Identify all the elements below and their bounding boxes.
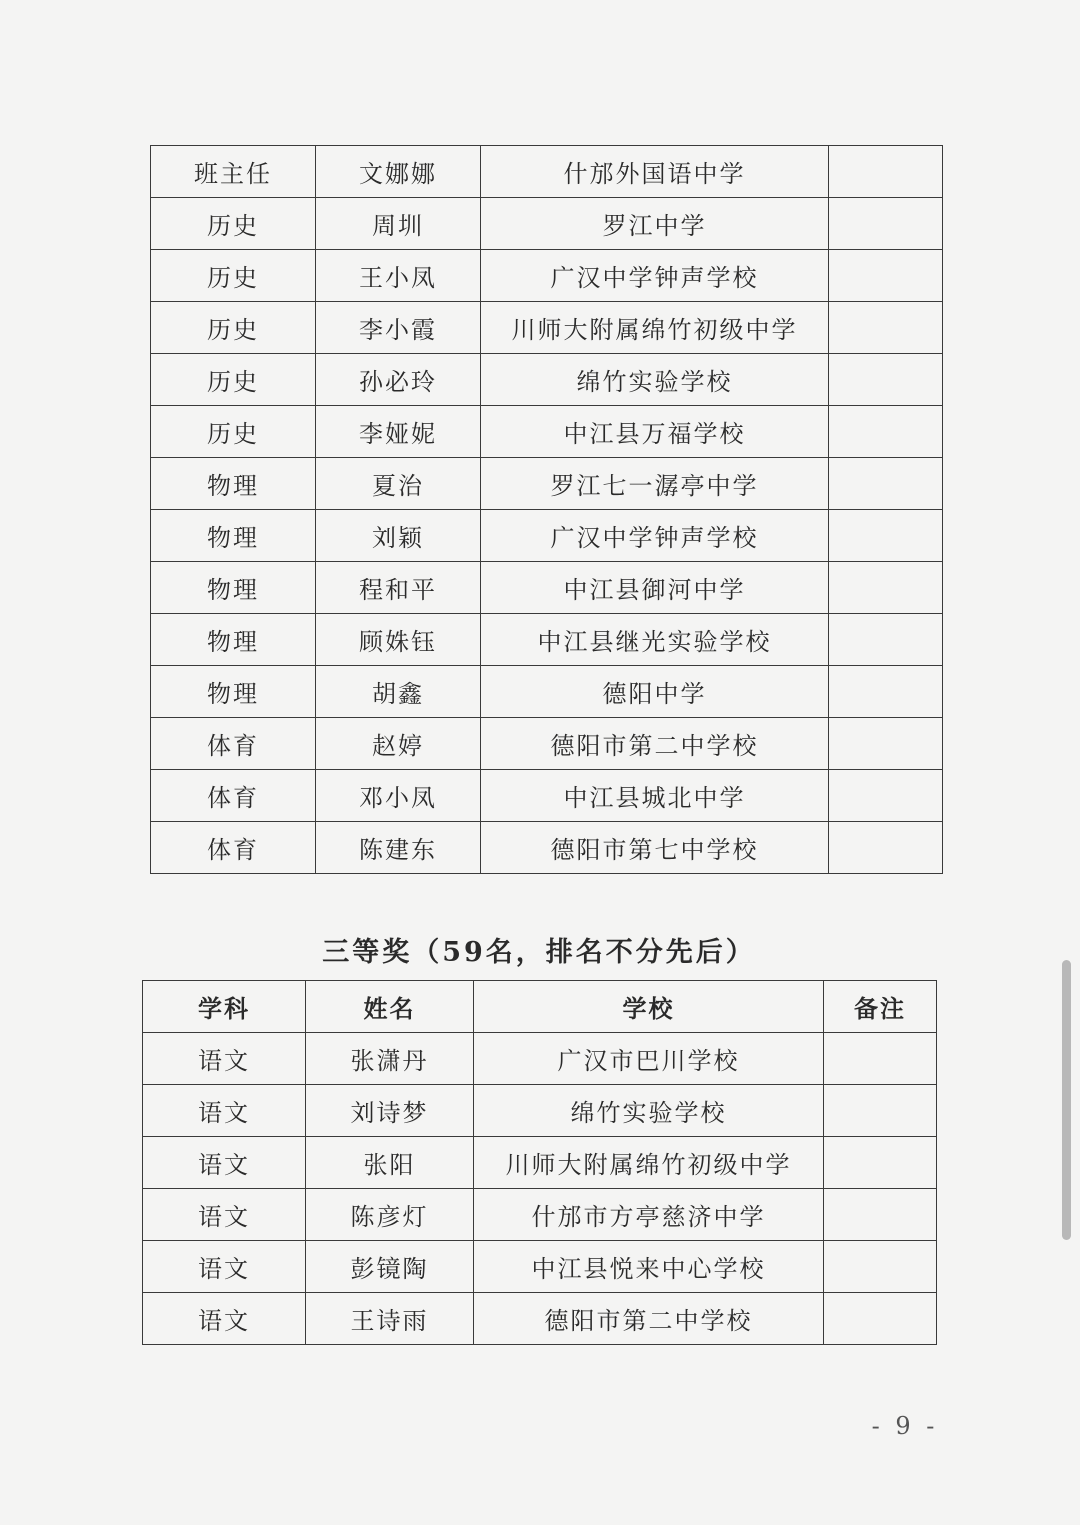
header-name: 姓名 <box>306 981 474 1033</box>
cell-remarks <box>829 822 943 874</box>
cell-name: 刘颖 <box>316 510 481 562</box>
cell-remarks <box>829 458 943 510</box>
cell-subject: 语文 <box>143 1189 306 1241</box>
cell-name: 程和平 <box>316 562 481 614</box>
cell-subject: 历史 <box>151 198 316 250</box>
third-prize-table-header <box>143 981 937 1033</box>
cell-subject: 物理 <box>151 458 316 510</box>
cell-school: 中江县悦来中心学校 <box>474 1241 824 1293</box>
scrollbar-thumb[interactable] <box>1062 960 1071 1240</box>
cell-school: 广汉中学钟声学校 <box>481 510 829 562</box>
cell-school: 德阳市第七中学校 <box>481 822 829 874</box>
page-number: - 9 - <box>871 1412 939 1440</box>
cell-subject: 语文 <box>143 1137 306 1189</box>
table-row <box>151 614 943 666</box>
cell-subject: 历史 <box>151 406 316 458</box>
cell-remarks <box>829 562 943 614</box>
cell-name: 张阳 <box>306 1137 474 1189</box>
table-row <box>151 770 943 822</box>
table-row <box>151 822 943 874</box>
cell-school: 绵竹实验学校 <box>481 354 829 406</box>
table-row <box>143 1085 937 1137</box>
cell-name: 陈建东 <box>316 822 481 874</box>
cell-remarks <box>824 1085 937 1137</box>
table-row <box>151 666 943 718</box>
table-row <box>151 562 943 614</box>
third-prize-table <box>142 980 937 1345</box>
cell-school: 德阳市第二中学校 <box>474 1293 824 1345</box>
section-title-third-prize: 三等奖（59名，排名不分先后） <box>322 937 756 968</box>
cell-remarks <box>824 1293 937 1345</box>
table-row <box>151 718 943 770</box>
cell-school: 川师大附属绵竹初级中学 <box>481 302 829 354</box>
table-row <box>151 354 943 406</box>
table-row <box>151 146 943 198</box>
table-row <box>151 510 943 562</box>
cell-school: 中江县万福学校 <box>481 406 829 458</box>
cell-subject: 体育 <box>151 770 316 822</box>
cell-name: 陈彦灯 <box>306 1189 474 1241</box>
cell-subject: 体育 <box>151 822 316 874</box>
cell-school: 中江县御河中学 <box>481 562 829 614</box>
cell-remarks <box>829 354 943 406</box>
cell-subject: 语文 <box>143 1293 306 1345</box>
cell-remarks <box>824 1033 937 1085</box>
cell-name: 彭镜陶 <box>306 1241 474 1293</box>
cell-name: 刘诗梦 <box>306 1085 474 1137</box>
third-prize-table-body <box>143 1033 937 1345</box>
cell-subject: 语文 <box>143 1033 306 1085</box>
header-row <box>143 981 937 1033</box>
cell-subject: 语文 <box>143 1085 306 1137</box>
cell-school: 中江县继光实验学校 <box>481 614 829 666</box>
cell-school: 广汉中学钟声学校 <box>481 250 829 302</box>
cell-subject: 物理 <box>151 562 316 614</box>
table-row <box>143 1293 937 1345</box>
cell-remarks <box>829 406 943 458</box>
table-row <box>143 1033 937 1085</box>
cell-name: 李娅妮 <box>316 406 481 458</box>
cell-school: 广汉市巴川学校 <box>474 1033 824 1085</box>
cell-remarks <box>829 510 943 562</box>
cell-school: 德阳市第二中学校 <box>481 718 829 770</box>
cell-school: 川师大附属绵竹初级中学 <box>474 1137 824 1189</box>
header-remarks: 备注 <box>824 981 937 1033</box>
table-row <box>143 1241 937 1293</box>
cell-name: 赵婷 <box>316 718 481 770</box>
cell-subject: 物理 <box>151 510 316 562</box>
cell-school: 罗江七一潺亭中学 <box>481 458 829 510</box>
cell-subject: 历史 <box>151 302 316 354</box>
award-table-continued <box>150 145 943 874</box>
table-row <box>143 1137 937 1189</box>
award-table-body <box>151 146 943 874</box>
cell-name: 胡鑫 <box>316 666 481 718</box>
cell-name: 王小凤 <box>316 250 481 302</box>
cell-subject: 物理 <box>151 666 316 718</box>
table-row <box>151 302 943 354</box>
cell-name: 张潇丹 <box>306 1033 474 1085</box>
table-row <box>151 250 943 302</box>
cell-remarks <box>829 770 943 822</box>
table-row <box>143 1189 937 1241</box>
cell-name: 顾姝钰 <box>316 614 481 666</box>
cell-remarks <box>824 1241 937 1293</box>
cell-remarks <box>824 1189 937 1241</box>
header-school: 学校 <box>474 981 824 1033</box>
cell-name: 夏治 <box>316 458 481 510</box>
cell-name: 李小霞 <box>316 302 481 354</box>
cell-name: 文娜娜 <box>316 146 481 198</box>
cell-remarks <box>829 718 943 770</box>
table-row <box>151 458 943 510</box>
cell-remarks <box>829 198 943 250</box>
cell-subject: 历史 <box>151 354 316 406</box>
cell-remarks <box>829 146 943 198</box>
cell-subject: 历史 <box>151 250 316 302</box>
cell-remarks <box>829 666 943 718</box>
cell-school: 德阳中学 <box>481 666 829 718</box>
cell-remarks <box>829 614 943 666</box>
cell-remarks <box>829 250 943 302</box>
cell-subject: 物理 <box>151 614 316 666</box>
cell-school: 什邡市方亭慈济中学 <box>474 1189 824 1241</box>
cell-remarks <box>824 1137 937 1189</box>
cell-name: 邓小凤 <box>316 770 481 822</box>
cell-remarks <box>829 302 943 354</box>
cell-school: 绵竹实验学校 <box>474 1085 824 1137</box>
cell-name: 周圳 <box>316 198 481 250</box>
cell-school: 中江县城北中学 <box>481 770 829 822</box>
header-subject: 学科 <box>143 981 306 1033</box>
table-row <box>151 406 943 458</box>
cell-subject: 班主任 <box>151 146 316 198</box>
cell-subject: 体育 <box>151 718 316 770</box>
cell-school: 罗江中学 <box>481 198 829 250</box>
cell-name: 王诗雨 <box>306 1293 474 1345</box>
cell-name: 孙必玲 <box>316 354 481 406</box>
table-row <box>151 198 943 250</box>
cell-school: 什邡外国语中学 <box>481 146 829 198</box>
cell-subject: 语文 <box>143 1241 306 1293</box>
